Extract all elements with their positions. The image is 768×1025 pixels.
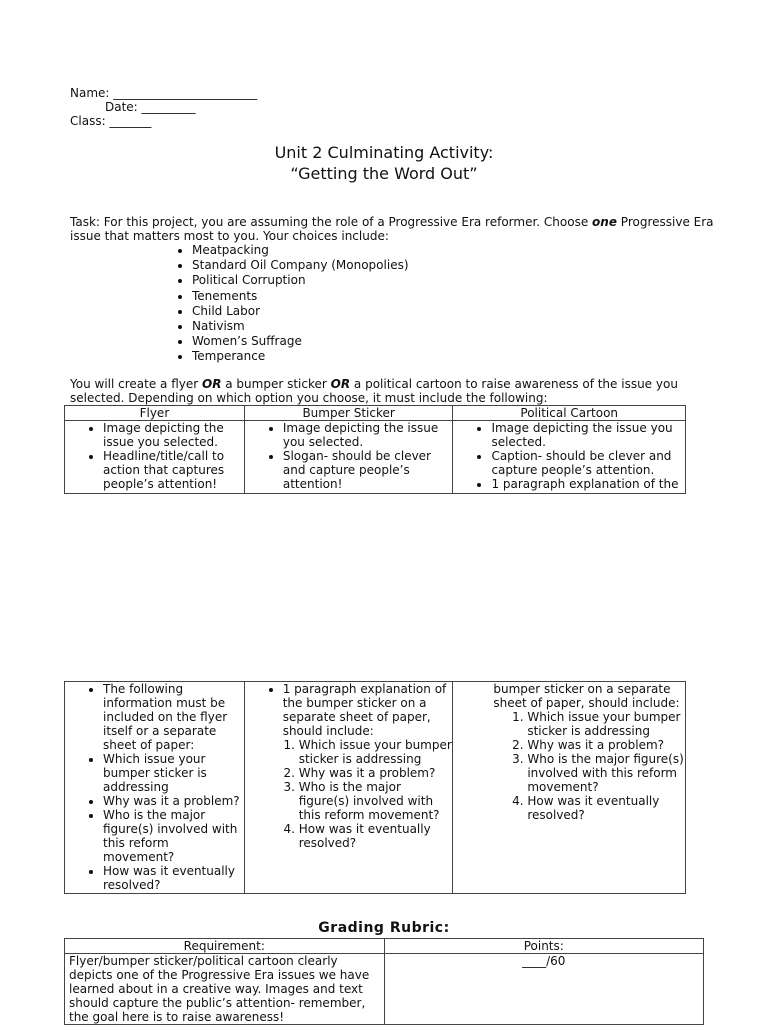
rubric-header-points: Points:: [384, 939, 703, 954]
list-item: • 1 paragraph explanation of the: [491, 477, 685, 491]
or-emphasis-2: OR: [330, 377, 351, 391]
list-item: • Standard Oil Company (Monopolies): [192, 258, 409, 273]
list-item: • Image depicting the issue you selected.: [491, 421, 685, 449]
list-item: • Political Corruption: [192, 273, 409, 288]
list-item: 2. Why was it a problem?: [527, 738, 685, 752]
create-paragraph: [70, 377, 720, 405]
list-item: • Nativism: [192, 319, 409, 334]
rubric-points-cell: ____/60: [384, 954, 703, 1025]
or-emphasis-1: OR: [202, 377, 222, 391]
list-item: 4. How was it eventually resolved?: [527, 794, 685, 822]
list-item: 3. Who is the major figure(s) involved with this reform movement?: [299, 780, 453, 822]
cartoon-cell-top: [453, 421, 686, 494]
list-item: • Caption- should be clever and capture people’s attention.: [491, 449, 685, 477]
page-subtitle: “Getting the Word Out”: [290, 164, 478, 183]
rubric-title: Grading Rubric:: [318, 920, 450, 936]
task-text-start: Task: For this project, you are assuming the role of a Progressive Era reformer. Choose: [70, 215, 593, 229]
list-item: 1. Which issue your bumper sticker is addressing: [527, 710, 685, 738]
header-bumper-sticker: Bumper Sticker: [244, 406, 453, 421]
cartoon-cell-bottom: [453, 682, 686, 894]
list-item: • Why was it a problem?: [103, 794, 244, 808]
header-political-cartoon: Political Cartoon: [453, 406, 686, 421]
options-table-bottom: [64, 681, 686, 894]
list-item: • Slogan- should be clever and capture people’s attention!: [283, 449, 453, 491]
flyer-cell-top: [65, 421, 245, 494]
list-item: 1. Which issue your bumper sticker is addressing: [299, 738, 453, 766]
list-item: • 1 paragraph explanation of the bumper sticker on a separate sheet of paper, should include:: [283, 682, 453, 738]
rubric-header-requirement: Requirement:: [65, 939, 385, 954]
list-item: • Tenements: [192, 289, 409, 304]
create-text-3: a political cartoon to raise awareness of the issue you selected. Depending on which option you choose, it must include the following:: [70, 377, 678, 405]
list-item: • Which issue your bumper sticker is addressing: [103, 752, 244, 794]
create-text-1: You will create a flyer: [70, 377, 202, 391]
rubric-requirement-cell: Flyer/bumper sticker/political cartoon clearly depicts one of the Progressive Era issues we have learned about in a creative way. Images and text should capture the public’s attention- remember, the goal here is to raise awareness!: [65, 954, 385, 1025]
list-item: • Child Labor: [192, 304, 409, 319]
header-flyer: Flyer: [65, 406, 245, 421]
list-item: 3. Who is the major figure(s) involved with this reform movement?: [527, 752, 685, 794]
list-item: • Women’s Suffrage: [192, 334, 409, 349]
options-table-top: [64, 405, 686, 494]
list-item: 4. How was it eventually resolved?: [299, 822, 453, 850]
issue-choices-list: [174, 243, 409, 365]
list-item: • Temperance: [192, 349, 409, 364]
list-item: • Headline/title/call to action that captures people’s attention!: [103, 449, 244, 491]
rubric-table: [64, 938, 704, 1025]
task-text-end: Progressive Era issue that matters most to you. Your choices include:: [70, 215, 714, 243]
list-item: • Who is the major figure(s) involved with this reform movement?: [103, 808, 244, 864]
list-item: 2. Why was it a problem?: [299, 766, 453, 780]
create-text-2: a bumper sticker: [221, 377, 331, 391]
cartoon-bottom-intro: bumper sticker on a separate sheet of paper, should include:: [493, 682, 680, 710]
list-item: • Image depicting the issue you selected.: [103, 421, 244, 449]
task-emphasis: one: [592, 215, 617, 229]
flyer-cell-bottom: [65, 682, 245, 894]
page-title: Unit 2 Culminating Activity:: [274, 143, 494, 162]
list-item: • Meatpacking: [192, 243, 409, 258]
sticker-cell-bottom: [244, 682, 453, 894]
list-item: • How was it eventually resolved?: [103, 864, 244, 892]
task-paragraph: [70, 215, 730, 243]
list-item: • The following information must be included on the flyer itself or a separate sheet of paper:: [103, 682, 244, 752]
sticker-cell-top: [244, 421, 453, 494]
list-item: • Image depicting the issue you selected.: [283, 421, 453, 449]
date-line: Date: _________: [105, 100, 196, 114]
class-line: Class: _______: [70, 114, 152, 128]
name-line: Name: ________________________: [70, 86, 258, 100]
